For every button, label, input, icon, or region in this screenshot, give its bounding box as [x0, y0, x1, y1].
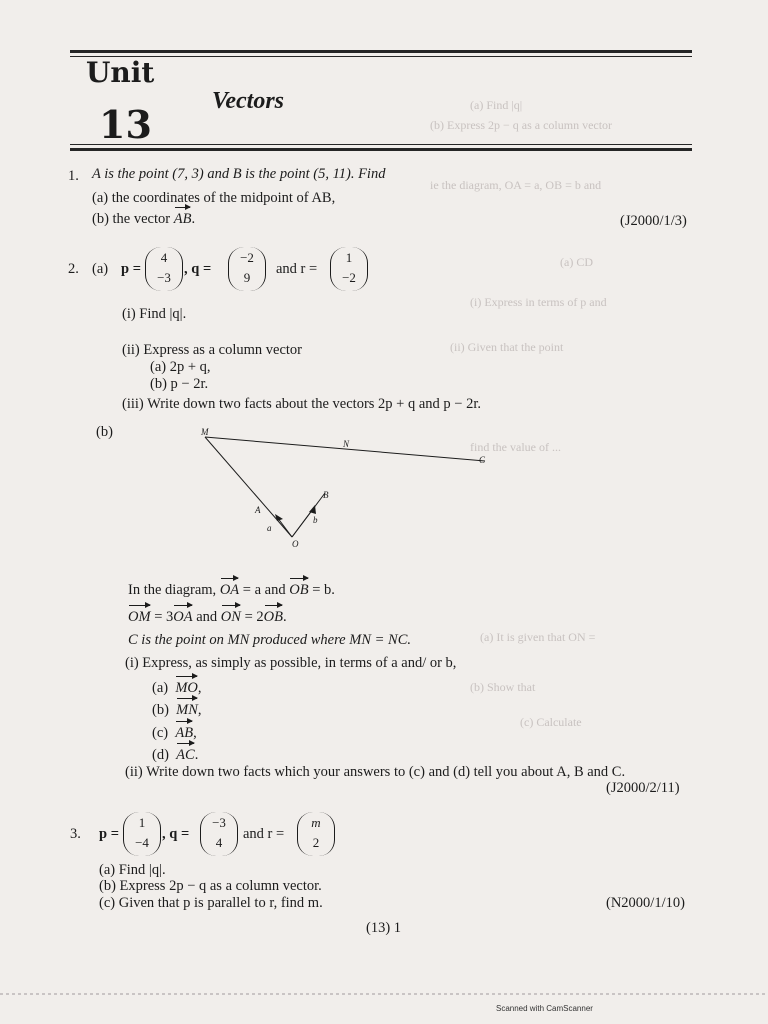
q1-part-a: (a) the coordinates of the midpoint of AB, [92, 190, 336, 206]
q2-q-bottom: 9 [243, 270, 251, 285]
q2-b-i-c: (c) AB, [152, 725, 197, 741]
q3-p-bottom: −4 [135, 835, 149, 850]
q2-part-b-label: (b) [96, 424, 113, 440]
header-rule-top [70, 50, 692, 53]
vec-ab: AB [175, 725, 194, 741]
q2-part-a-i: (i) Find |q|. [122, 306, 187, 322]
q1-number: 1. [68, 168, 79, 184]
q2-p-bottom: −3 [157, 270, 171, 285]
q2-part-a-ii: (ii) Express as a column vector [122, 342, 302, 358]
q3-q-bottom: 4 [215, 835, 223, 850]
q3-part-b: (b) Express 2p − q as a column vector. [99, 878, 322, 894]
q2-b-i-a: (a) MO, [152, 680, 202, 696]
page-number: (13) 1 [366, 920, 402, 936]
header-rule-bottom-thick [70, 148, 692, 151]
q1-stem: A is the point (7, 3) and B is the point (5, 11). Find [92, 166, 386, 182]
q2-reference: (J2000/2/11) [606, 780, 680, 796]
vec-mo: MO [175, 680, 198, 696]
q2-part-b-ii: (ii) Write down two facts which your answers to (c) and (d) tell you about A, B and C. [125, 764, 626, 780]
unit-title: Vectors [212, 88, 284, 114]
q2-b-text-1: In the diagram, OA = a and OB = b. [128, 582, 335, 598]
label-n: N [343, 439, 350, 449]
q2-b-text-3: C is the point on MN produced where MN = NC. [128, 632, 411, 648]
label-o: O [292, 539, 299, 549]
q2-q-label: , q = [184, 261, 212, 277]
q2-b-i-b: (b) MN, [152, 702, 202, 718]
label-c: C [479, 455, 486, 465]
q3-number: 3. [70, 826, 81, 842]
q3-part-c: (c) Given that p is parallel to r, find m. [99, 895, 323, 911]
unit-word: Unit [86, 56, 155, 89]
unit-number: 13 [99, 102, 152, 147]
q3-r-top: m [311, 815, 321, 830]
header-rule-bottom [70, 144, 692, 145]
q2-r-top: 1 [345, 250, 353, 265]
q3-q-label: , q = [162, 826, 190, 842]
q3-p-label: p = [99, 826, 119, 842]
q2-q-top: −2 [240, 250, 254, 265]
q2-b-i-d: (d) AC. [152, 747, 199, 763]
q2-p-column-vector [145, 247, 183, 291]
q2-r-column-vector [330, 247, 368, 291]
q3-r-column-vector [297, 812, 335, 856]
vec-on: ON [220, 609, 241, 625]
vec-oa: OA [219, 582, 240, 598]
q2-p-top: 4 [160, 250, 168, 265]
q3-q-column-vector [200, 812, 238, 856]
q3-q-top: −3 [212, 815, 226, 830]
q1-vector-ab: AB [173, 211, 192, 227]
q2-part-a-iii: (iii) Write down two facts about the vectors 2p + q and p − 2r. [122, 396, 481, 412]
q2-part-a-label: (a) [92, 261, 109, 277]
q1-part-b-prefix: (b) the vector [92, 211, 174, 227]
q3-p-column-vector [123, 812, 161, 856]
vec-ac: AC [176, 747, 195, 763]
q2-part-b-i: (i) Express, as simply as possible, in terms of a and/ or b, [125, 655, 457, 671]
q2-r-label: and r = [276, 261, 318, 277]
scan-edge [0, 993, 768, 995]
label-a: A [255, 505, 261, 515]
q3-p-top: 1 [138, 815, 146, 830]
q3-part-a: (a) Find |q|. [99, 862, 166, 878]
label-b: B [323, 490, 329, 500]
q2-r-bottom: −2 [342, 270, 356, 285]
q3-r-label: and r = [243, 826, 285, 842]
arrow-b [292, 509, 313, 537]
vec-om: OM [128, 609, 151, 625]
q2-p-label: p = [121, 261, 141, 277]
label-vec-b: b [313, 515, 318, 525]
scanner-watermark: Scanned with CamScanner [496, 1004, 593, 1013]
q3-reference: (N2000/1/10) [606, 895, 685, 911]
label-m: M [201, 427, 209, 437]
q2-part-a-ii-a: (a) 2p + q, [150, 359, 211, 375]
q2-q-column-vector [228, 247, 266, 291]
q2-b-text-2: OM = 3OA and ON = 2OB. [128, 609, 287, 625]
arrowhead-a [275, 514, 283, 521]
q3-r-bottom: 2 [312, 835, 320, 850]
vec-mn: MN [176, 702, 198, 718]
vec-ob: OB [289, 582, 309, 598]
q2-number: 2. [68, 261, 79, 277]
q1-part-b: (b) the vector AB. [92, 211, 196, 227]
line-mo [205, 437, 292, 537]
header-rule-top-thin [70, 56, 692, 57]
vector-diagram [195, 425, 505, 555]
q2-part-a-ii-b: (b) p − 2r. [150, 376, 209, 392]
label-vec-a: a [267, 523, 272, 533]
q1-reference: (J2000/1/3) [620, 213, 687, 229]
